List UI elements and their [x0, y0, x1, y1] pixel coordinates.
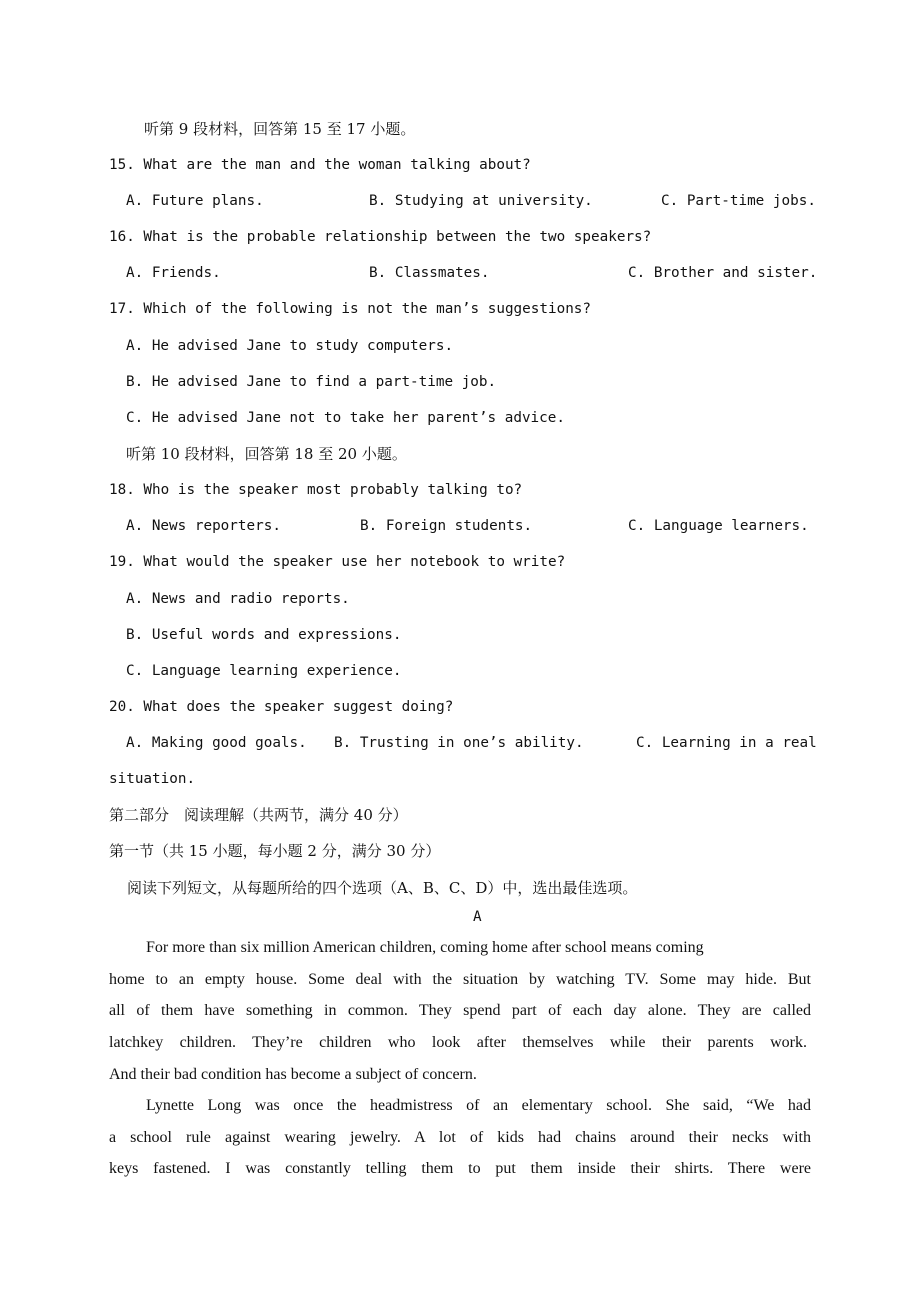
question-20-stem: 20. What does the speaker suggest doing? [109, 699, 454, 715]
question-17-stem: 17. Which of the following is not the man’s suggestions? [109, 301, 592, 317]
question-20-option-b: B. Trusting in one’s ability. [334, 735, 584, 751]
section-10-intro: 听第 10 段材料，回答第 18 至 20 小题。 [126, 445, 407, 463]
question-19-option-b: B. Useful words and expressions. [126, 627, 402, 643]
question-16-stem: 16. What is the probable relationship between the two speakers? [109, 229, 652, 245]
passage-line: all of them have something in common. They spend part of each day alone. They are called [109, 1002, 811, 1019]
question-20-option-c-continued: situation. [109, 771, 196, 787]
question-19-option-c: C. Language learning experience. [126, 663, 402, 679]
question-15-option-c: C. Part-time jobs. [661, 193, 816, 209]
question-18-option-a: A. News reporters. [126, 518, 281, 534]
reading-instruction: 阅读下列短文，从每题所给的四个选项（A、B、C、D）中，选出最佳选项。 [127, 879, 638, 897]
question-17-option-a: A. He advised Jane to study computers. [126, 338, 454, 354]
question-16-option-b: B. Classmates. [369, 265, 490, 281]
question-18-option-c: C. Language learners. [628, 518, 809, 534]
question-16-option-a: A. Friends. [126, 265, 221, 281]
passage-line: For more than six million American children, coming home after school means coming [146, 939, 704, 956]
question-17-option-c: C. He advised Jane not to take her parent’s advice. [126, 410, 565, 426]
passage-line: And their bad condition has become a subject of concern. [109, 1066, 477, 1083]
question-15-option-b: B. Studying at university. [369, 193, 593, 209]
question-20-option-c: C. Learning in a real [636, 735, 817, 751]
question-16-option-c: C. Brother and sister. [628, 265, 818, 281]
passage-label: A [473, 909, 482, 925]
question-19-stem: 19. What would the speaker use her notebook to write? [109, 554, 566, 570]
question-19-option-a: A. News and radio reports. [126, 591, 350, 607]
question-18-option-b: B. Foreign students. [360, 518, 533, 534]
question-18-stem: 18. Who is the speaker most probably talking to? [109, 482, 523, 498]
part-2-heading: 第二部分 阅读理解（共两节，满分 40 分） [109, 806, 408, 824]
question-15-option-a: A. Future plans. [126, 193, 264, 209]
passage-line: keys fastened. I was constantly telling them to put them inside their shirts. There were [109, 1160, 811, 1177]
question-15-stem: 15. What are the man and the woman talking about? [109, 157, 531, 173]
passage-line: Lynette Long was once the headmistress of an elementary school. She said, “We had [146, 1097, 811, 1114]
passage-line: home to an empty house. Some deal with the situation by watching TV. Some may hide. But [109, 971, 811, 988]
section-9-intro: 听第 9 段材料，回答第 15 至 17 小题。 [144, 120, 416, 138]
question-17-option-b: B. He advised Jane to find a part-time job. [126, 374, 497, 390]
part-2-section-1-heading: 第一节（共 15 小题，每小题 2 分，满分 30 分） [109, 842, 441, 860]
question-20-option-a: A. Making good goals. [126, 735, 307, 751]
passage-line: a school rule against wearing jewelry. A lot of kids had chains around their necks with [109, 1129, 811, 1146]
passage-line: latchkey children. They’re children who look after themselves while their parents work. [109, 1034, 807, 1051]
